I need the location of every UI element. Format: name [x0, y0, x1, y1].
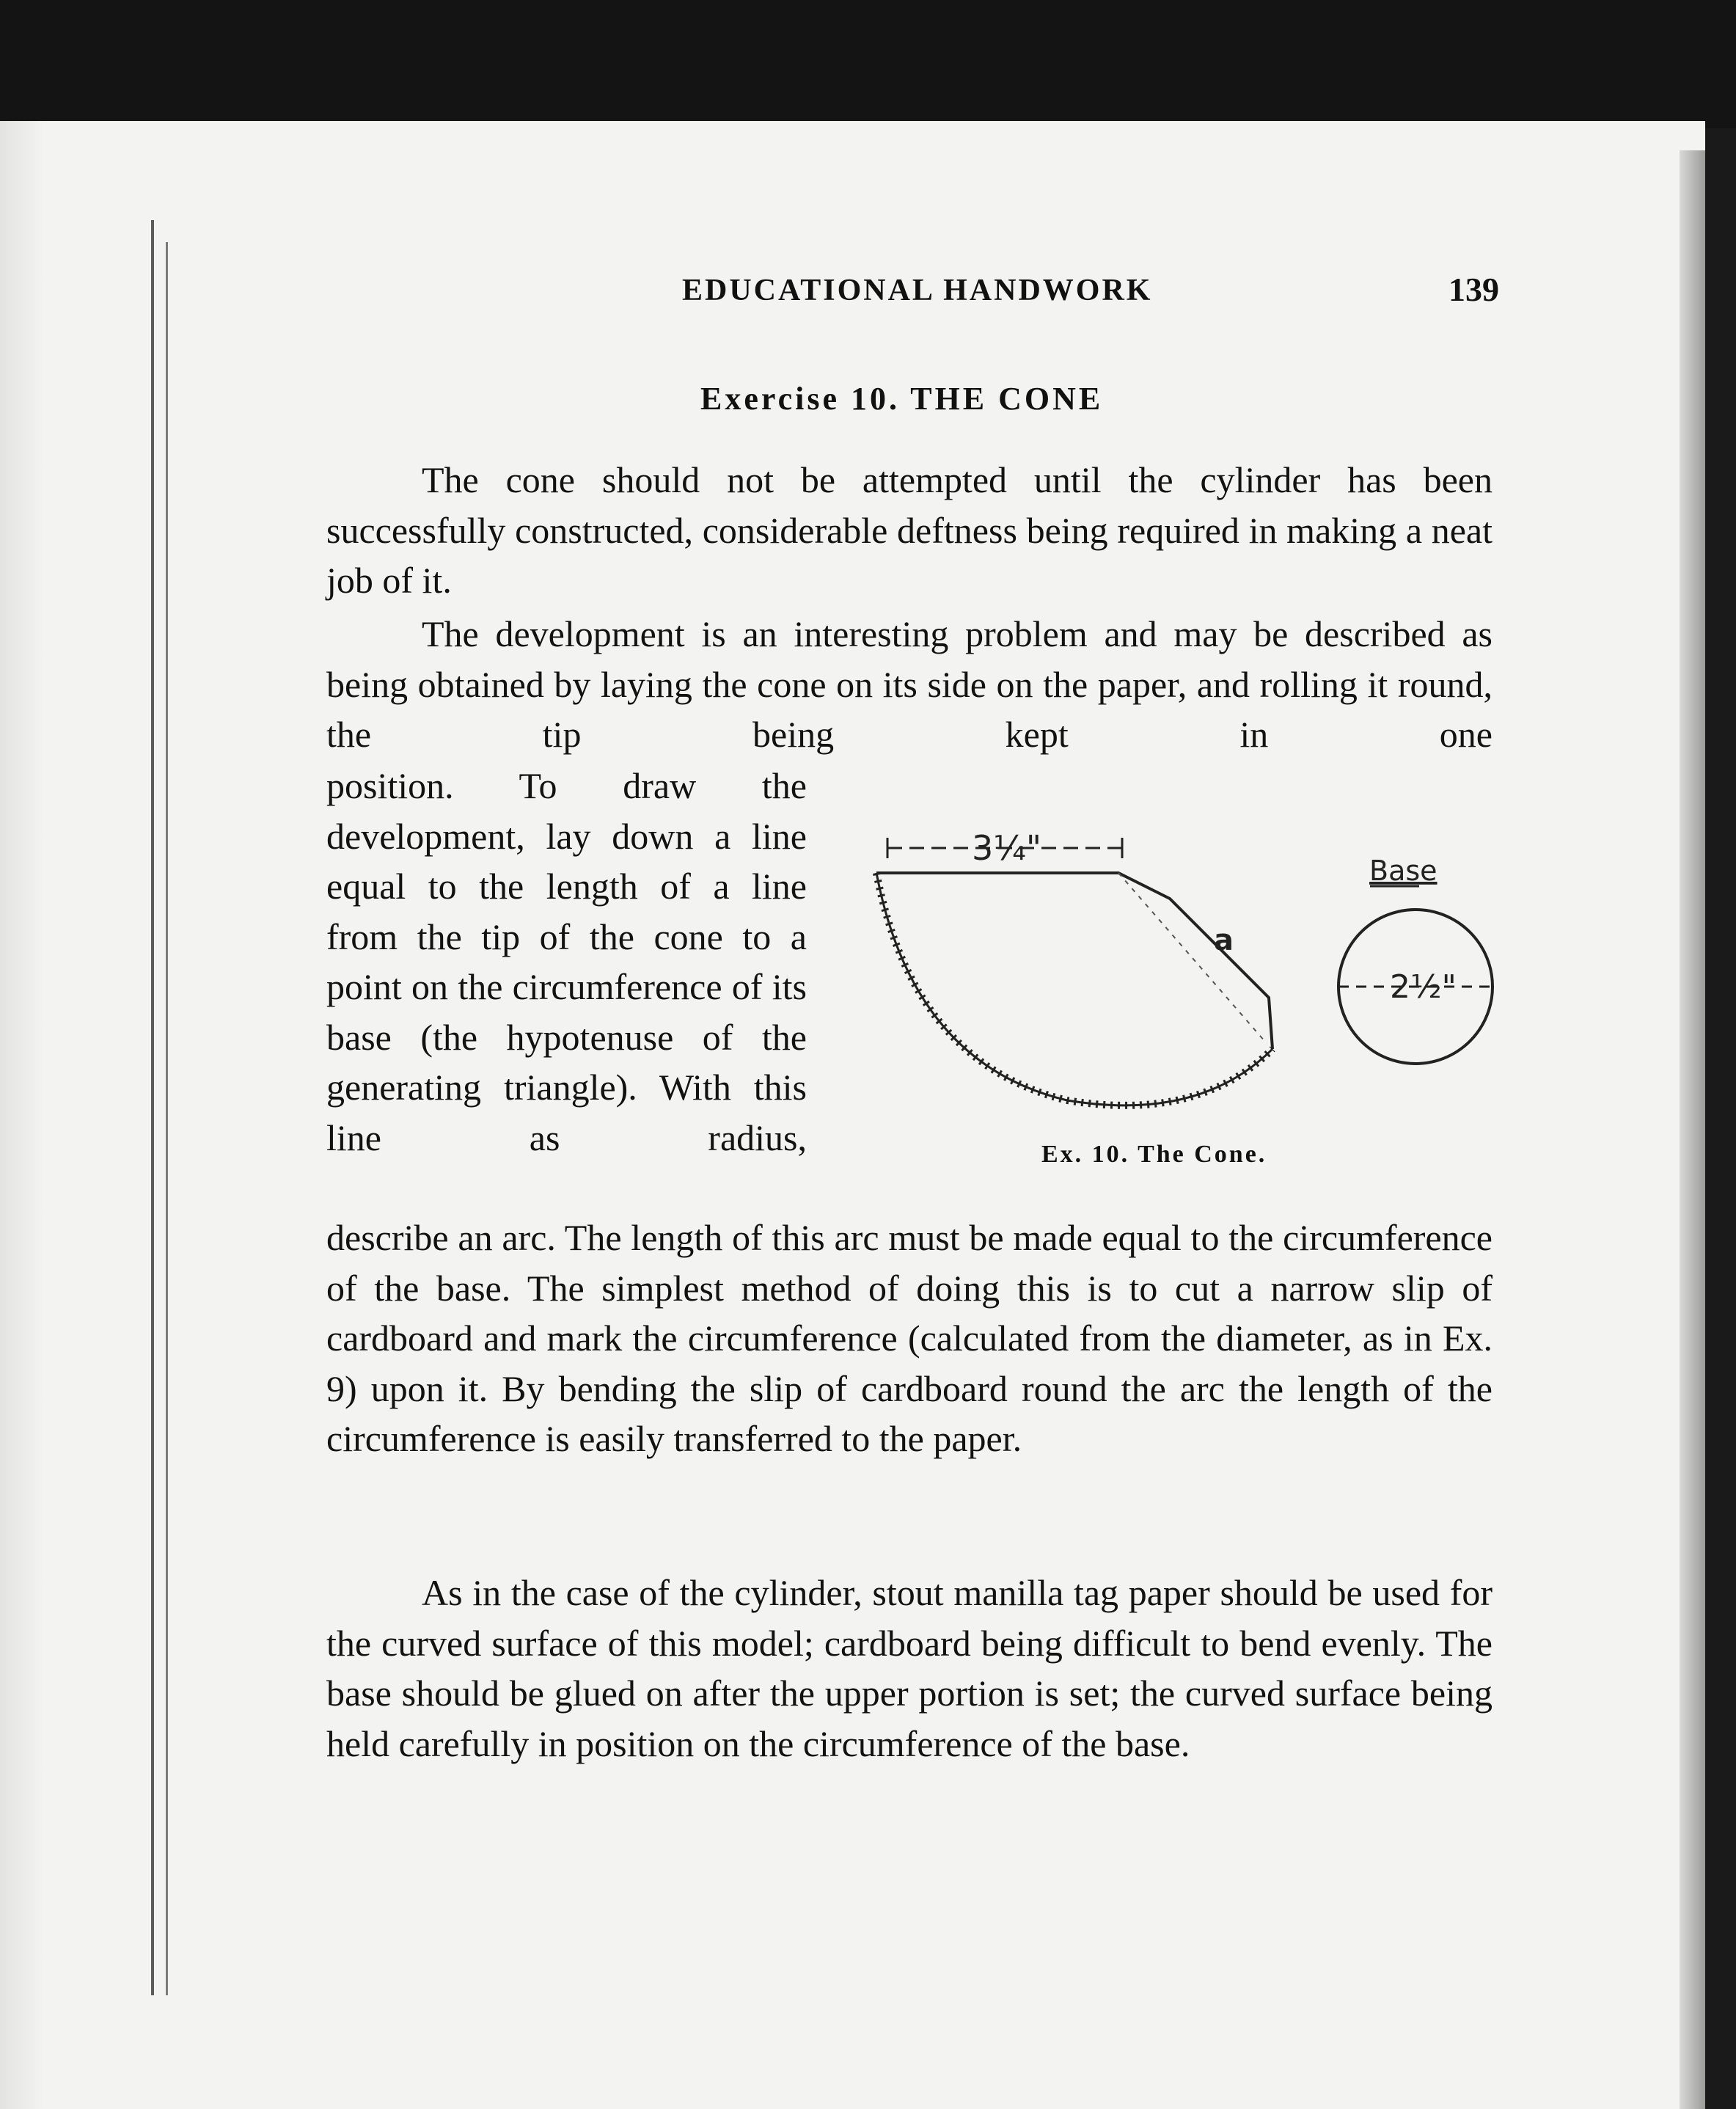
development-arc-line [876, 873, 1272, 1105]
figure-caption: Ex. 10. The Cone. [1041, 1141, 1267, 1168]
development-arc [876, 873, 1272, 1105]
paragraph-2-continued: position. To draw the development, lay down a line equal to the length of a line from the tip of the cone to a point on the circumference of its base (the hypotenuse of the generating triangle). With this line as radius, [326, 765, 807, 1158]
paragraph-2: The development is an interesting problem and may be described as being obtained by laying the cone on its side on the paper, and rolling it round, the tip being kept in one [326, 613, 1493, 755]
paragraph-1: The cone should not be attempted until the cylinder has been successfully constructed, considerable deftness being required in making a neat job of it. [326, 459, 1493, 601]
exercise-title: Exercise 10. THE CONE [700, 381, 1104, 417]
radius-dashed-line [1118, 873, 1265, 1042]
binding-line [166, 242, 168, 1995]
side-label: a [1214, 924, 1234, 957]
diameter-label: 2½" [1390, 968, 1457, 1006]
running-header: EDUCATIONAL HANDWORK [682, 274, 1153, 307]
length-label: 3¼" [972, 828, 1042, 868]
scan-background [0, 0, 1736, 128]
base-label: Base [1369, 855, 1437, 887]
binding-line [151, 220, 154, 1995]
page-edge [1680, 150, 1705, 2109]
page-number: 139 [1449, 271, 1499, 308]
page-left-shading [0, 121, 44, 2109]
paragraph-3: describe an arc. The length of this arc must be made equal to the circumference of the base. The simplest method of doing this is to cut a narrow slip of cardboard and mark the circumference (calculated from the diameter, as in Ex. 9) upon it. By bending the slip of cardboard round the arc the length of the circumference is easily transferred to the paper. [326, 1217, 1493, 1459]
paragraph-4: As in the case of the cylinder, stout manilla tag paper should be used for the curved surface of this model; cardboard being difficult to bend evenly. The base should be glued on after the upper portion is set; the curved surface being held carefully in position on the circumference of the base. [326, 1572, 1493, 1764]
